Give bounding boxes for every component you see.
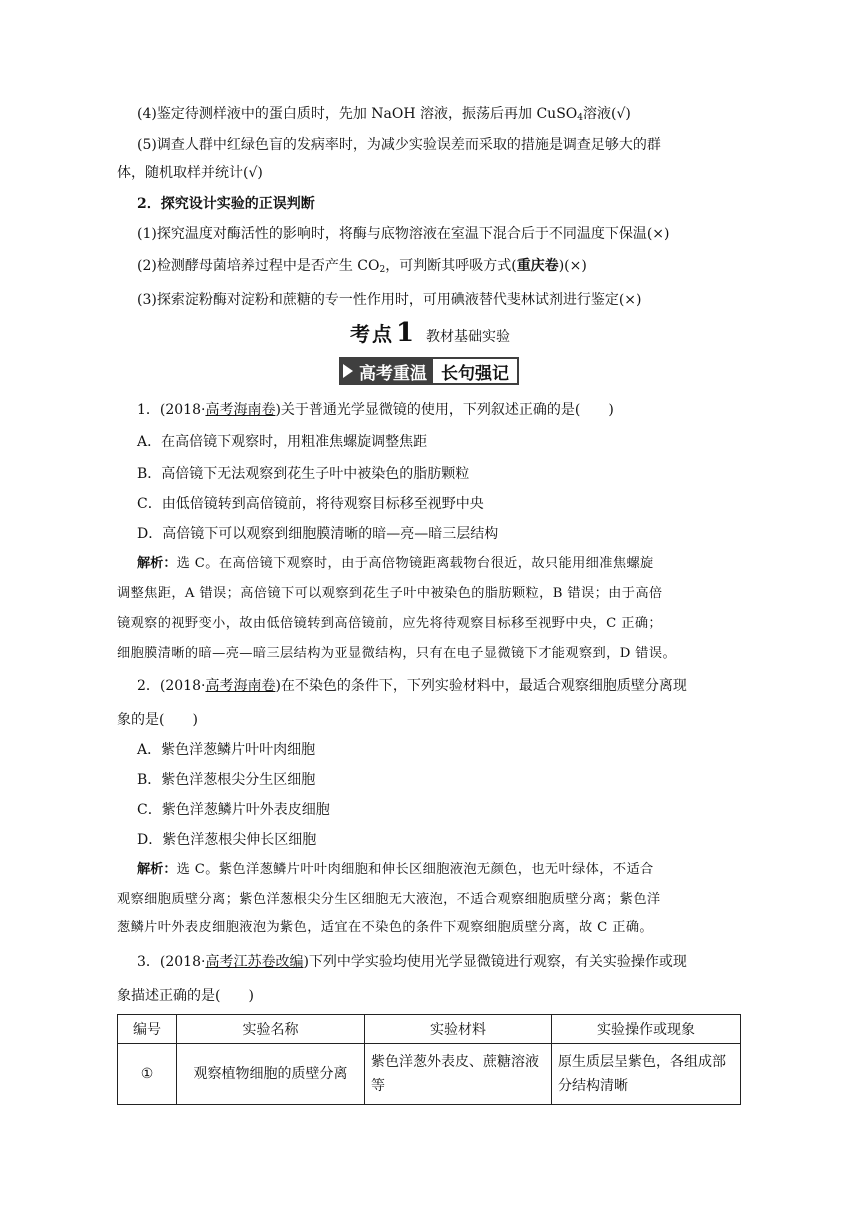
source-label: 重庆卷	[516, 258, 559, 274]
question-1-analysis-line2: 调整焦距，A 错误；高倍镜下可以观察到花生子叶中被染色的脂肪颗粒，B 错误；由于高倍	[117, 586, 663, 601]
question-3-stem-line2: 象描述正确的是( )	[117, 988, 254, 1004]
design-item-2-mark: )(×)	[558, 258, 587, 274]
subscript: 2	[379, 265, 386, 275]
question-1-option-a: A．在高倍镜下观察时，用粗准焦螺旋调整焦距	[137, 434, 428, 450]
question-3-text: )下列中学实验均使用光学显微镜进行观察，有关实验操作或现	[303, 954, 687, 970]
section-title-label: 考点	[349, 322, 394, 346]
question-2-source: 高考海南卷	[205, 678, 276, 694]
question-1-analysis-line4: 细胞膜清晰的暗—亮—暗三层结构为亚显微结构，只有在电子显微镜下才能观察到，D 错误。	[117, 646, 677, 661]
analysis-text: 选 C。在高倍镜下观察时，由于高倍物镜距离载物台很近，故只能用细准焦螺旋	[176, 556, 654, 571]
table-header: 实验名称	[177, 1015, 365, 1044]
banner-right	[433, 357, 519, 385]
table-header: 实验操作或现象	[552, 1015, 741, 1044]
question-1-analysis-line1	[137, 554, 654, 574]
question-1-source: 高考海南卷	[205, 402, 276, 418]
question-1-option-d: D．高倍镜下可以观察到细胞膜清晰的暗—亮—暗三层结构	[137, 526, 499, 542]
experiment-table	[117, 1014, 741, 1105]
design-item-3: (3)探索淀粉酶对淀粉和蔗糖的专一性作用时，可用碘液替代斐林试剂进行鉴定(×)	[137, 292, 642, 308]
design-item-2-text: (2)检测酵母菌培养过程中是否产生 CO	[137, 258, 380, 274]
review-item-5-line1: (5)调查人群中红绿色盲的发病率时，为减少实验误差而采取的措施是调查足够大的群	[137, 137, 661, 153]
question-2-text: )在不染色的条件下，下列实验材料中，最适合观察细胞质壁分离现	[275, 678, 687, 694]
design-item-1: (1)探究温度对酶活性的影响时，将酶与底物溶液在室温下混合后于不同温度下保温(×)	[137, 226, 670, 242]
question-3-stem	[137, 952, 687, 972]
section-subtitle: 教材基础实验	[426, 329, 511, 345]
question-2-analysis-line1	[137, 860, 654, 880]
section-heading-2: 2．探究设计实验的正误判断	[137, 196, 315, 212]
question-1-text: )关于普通光学显微镜的使用，下列叙述正确的是( )	[275, 402, 614, 418]
section-banner	[339, 357, 519, 385]
question-1-stem	[137, 400, 614, 420]
question-2-analysis-line3: 葱鳞片叶外表皮细胞液泡为紫色，适宜在不染色的条件下观察细胞质壁分离，故 C 正确。	[117, 920, 653, 935]
question-2-number: 2．(2018·	[137, 678, 206, 694]
banner-left-label: 高考重温	[359, 363, 427, 384]
table-cell-material: 紫色洋葱外表皮、蔗糖溶液等	[365, 1044, 552, 1105]
design-item-2	[137, 256, 587, 276]
question-2-option-d: D．紫色洋葱根尖伸长区细胞	[137, 832, 317, 848]
design-item-2-text-b: ，可判断其呼吸方式(	[385, 258, 517, 274]
review-item-4-tail: 溶液(√)	[583, 106, 631, 122]
table-cell-result: 原生质层呈紫色，各组成部分结构清晰	[552, 1044, 741, 1105]
question-2-stem	[137, 676, 687, 696]
question-1-option-b: B．高倍镜下无法观察到花生子叶中被染色的脂肪颗粒	[137, 466, 470, 482]
question-3-source: 高考江苏卷改编	[205, 954, 304, 970]
question-2-option-a: A．紫色洋葱鳞片叶叶肉细胞	[137, 742, 316, 758]
question-2-option-b: B．紫色洋葱根尖分生区细胞	[137, 772, 316, 788]
question-3-number: 3．(2018·	[137, 954, 206, 970]
section-title	[0, 318, 860, 348]
table-row	[118, 1044, 741, 1105]
section-number: 1	[395, 318, 415, 348]
question-1-option-c: C．由低倍镜转到高倍镜前，将待观察目标移至视野中央	[137, 496, 484, 512]
analysis-text: 选 C。紫色洋葱鳞片叶叶肉细胞和伸长区细胞液泡无颜色，也无叶绿体，不适合	[176, 862, 654, 877]
banner-right-label: 长句强记	[441, 363, 509, 384]
question-1-analysis-line3: 镜观察的视野变小，故由低倍镜转到高倍镜前，应先将待观察目标移至视野中央，C 正确；	[117, 616, 662, 631]
question-2-analysis-line2: 观察细胞质壁分离；紫色洋葱根尖分生区细胞无大液泡，不适合观察细胞质壁分离；紫色洋	[117, 892, 661, 907]
table-cell-number: ①	[118, 1044, 177, 1105]
question-2-option-c: C．紫色洋葱鳞片叶外表皮细胞	[137, 802, 330, 818]
table-header: 编号	[118, 1015, 177, 1044]
table-cell-name: 观察植物细胞的质壁分离	[177, 1044, 365, 1105]
play-triangle-icon	[343, 364, 353, 378]
table-header-row	[118, 1015, 741, 1044]
subscript: 4	[577, 113, 583, 123]
banner-left	[339, 357, 433, 385]
question-1-number: 1．(2018·	[137, 402, 206, 418]
review-item-4-text: (4)鉴定待测样液中的蛋白质时，先加 NaOH 溶液，振荡后再加 CuSO	[137, 106, 578, 122]
review-item-4	[137, 104, 631, 124]
question-2-stem-line2: 象的是( )	[117, 712, 198, 728]
review-item-5-line2: 体，随机取样并统计(√)	[117, 165, 263, 181]
table-header: 实验材料	[365, 1015, 552, 1044]
analysis-label: 解析：	[137, 556, 177, 571]
analysis-label: 解析：	[137, 862, 177, 877]
